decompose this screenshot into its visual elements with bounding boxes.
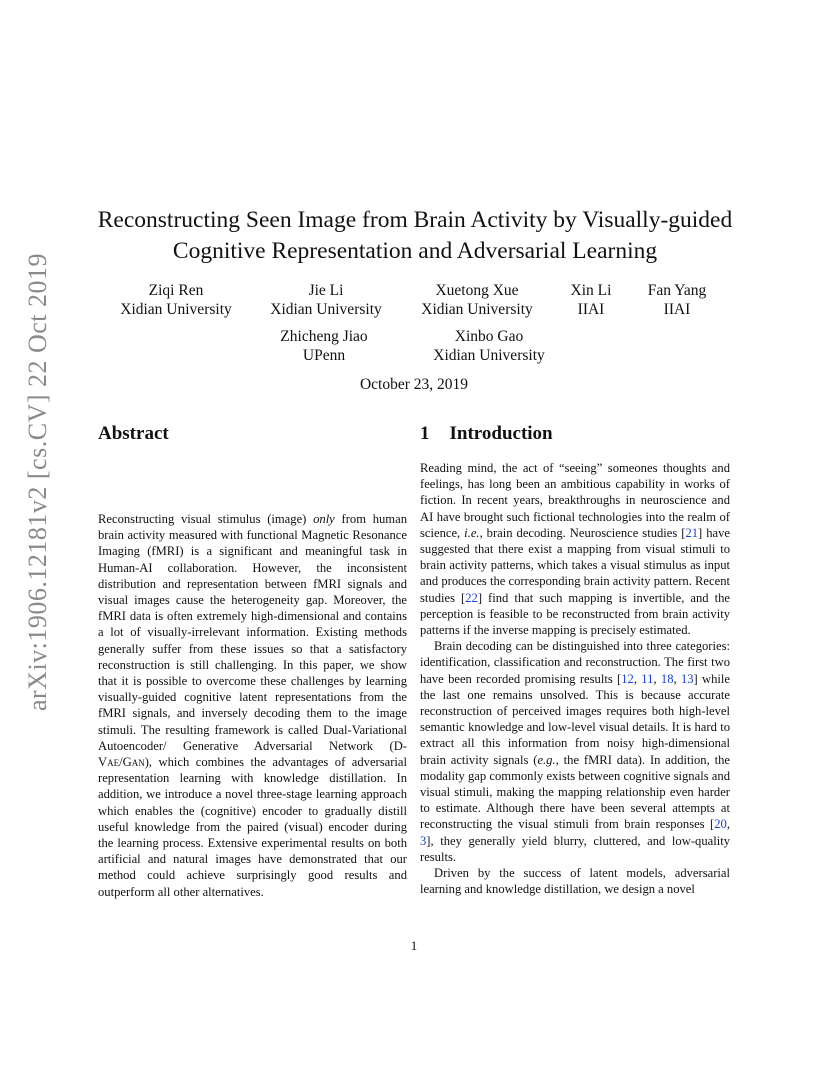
author-name: Fan Yang xyxy=(647,282,707,299)
author-block xyxy=(256,281,396,319)
author-affiliation: Xidian University xyxy=(120,301,232,318)
vae-term: Vae xyxy=(98,755,120,770)
introduction-heading xyxy=(420,423,553,445)
author-name: Ziqi Ren xyxy=(148,282,204,299)
citation-link[interactable]: 21 xyxy=(685,525,699,540)
abstract-paragraph: Reconstructing visual stimulus (image) only from human brain activity measured with functional Magnetic Resonance Imaging (fMRI) is a significant and meaningful task in Human-AI collaboration. However, the inconsistent distribution and representation between fMRI signals and visual images cause the heterogeneity gap. Moreover, the fMRI data is often extremely high-dimensional and contains a lot of visually-irrelevant information. Existing methods generally suffer from these issues so that a satisfactory reconstruction is still challenging. In this paper, we show that it is possible to overcome these challenges by learning visually-guided cognitive latent representations from the fMRI signals, and inversely decoding them to the image stimuli. The resulting framework is called Dual-Variational Autoencoder/ Generative Adversarial Network (D-Vae/Gan), which combines the advantages of adversarial representation learning with knowledge distillation. In addition, we introduce a novel three-stage learning approach which enables the (cognitive) encoder to gradually distill useful knowledge from the paired (visual) encoder during the learning process. Extensive experimental results on both artificial and natural images have demonstrated that our method could achieve surprisingly good results and outperform all other alternatives. xyxy=(98,512,407,899)
intro-paragraph-1: Reading mind, the act of “seeing” someones thoughts and feelings, has long been an ambitious capability in works of fiction. In recent years, breakthroughs in neuroscience and AI have brought such fictional technologies into the realm of science, i.e., brain decoding. Neuroscience studies [21] have suggested that there exist a mapping from visual stimuli to brain activity patterns, which takes a visual stimulus as input and produces the corresponding brain activity pattern. Recent studies [22] find that such mapping is invertible, and the perception is feasible to be reconstructed from brain activity patterns if the inverse mapping is precisely estimated. xyxy=(420,461,730,638)
emphasis-only: only xyxy=(313,512,335,526)
citation-link[interactable]: 12 xyxy=(621,671,634,686)
publication-date: October 23, 2019 xyxy=(359,376,469,393)
intro-paragraph-3: Driven by the success of latent models, adversarial learning and knowledge distillation, we design a novel xyxy=(420,866,730,897)
citation-link[interactable]: 20 xyxy=(714,817,727,832)
author-affiliation: UPenn xyxy=(302,347,346,364)
author-block xyxy=(254,327,394,365)
abstract-heading: Abstract xyxy=(98,423,169,444)
abstract-body xyxy=(98,511,407,900)
author-affiliation: IIAI xyxy=(663,301,691,318)
author-affiliation: Xidian University xyxy=(421,301,533,318)
author-block xyxy=(419,327,559,365)
citation-link[interactable]: 18 xyxy=(660,671,674,686)
author-block xyxy=(551,281,631,319)
arxiv-stamp xyxy=(8,252,68,712)
author-name: Xinbo Gao xyxy=(454,328,524,345)
title-line-2: Cognitive Representation and Adversarial Learning xyxy=(172,238,658,264)
arxiv-stamp-text: arXiv:1906.12181v2 [cs.CV] 22 Oct 2019 xyxy=(23,252,52,712)
author-name: Xin Li xyxy=(570,282,612,299)
citation-link[interactable]: 11 xyxy=(641,671,654,686)
citation-link[interactable]: 22 xyxy=(465,590,478,605)
section-number: 1 xyxy=(420,423,430,444)
author-block xyxy=(637,281,717,319)
author-affiliation: Xidian University xyxy=(270,301,382,318)
introduction-body xyxy=(420,460,730,897)
citation-link[interactable]: 3 xyxy=(420,833,427,848)
section-title-text: Introduction xyxy=(449,423,553,444)
intro-paragraph-2: Brain decoding can be distinguished into three categories: identification, classification and reconstruction. The first two have been recorded promising results [12, 11, 18, 13] while the last one remains unsolved. This is because accurate reconstruction of perceived images requires both high-level semantic knowledge and low-level visual details. It is hard to extract all this information from noisy high-dimensional brain activity signals (e.g., the fMRI data). In addition, the modality gap commonly exists between cognitive signals and visual stimuli, making the mapping relationship even harder to estimate. Although there have been several attempts at reconstructing the visual stimuli from brain responses [20, 3], they generally yield blurry, cluttered, and low-quality results. xyxy=(420,639,731,864)
author-name: Jie Li xyxy=(308,282,344,299)
page-number: 1 xyxy=(410,938,418,953)
title-line-1: Reconstructing Seen Image from Brain Activity by Visually-guided xyxy=(97,207,733,233)
author-name: Xuetong Xue xyxy=(435,282,519,299)
citation-link[interactable]: 13 xyxy=(680,671,694,686)
paper-title xyxy=(60,205,770,267)
author-name: Zhicheng Jiao xyxy=(280,328,368,345)
author-block xyxy=(106,281,246,319)
author-block xyxy=(407,281,547,319)
gan-term: Gan xyxy=(122,755,145,770)
author-affiliation: IIAI xyxy=(577,301,605,318)
author-affiliation: Xidian University xyxy=(433,347,545,364)
